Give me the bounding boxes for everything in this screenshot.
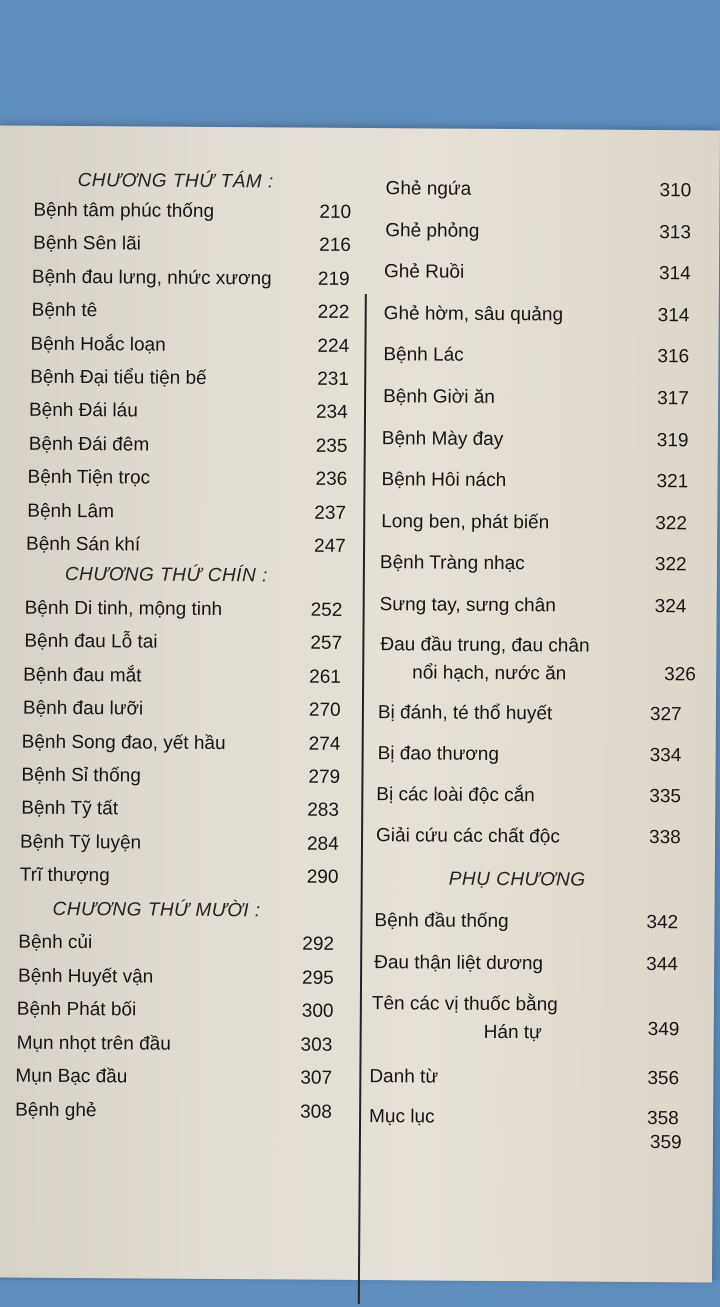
entry-page: 317 xyxy=(657,388,689,410)
final-page-number: 359 xyxy=(649,1132,682,1154)
entry-label: Ghẻ phỏng xyxy=(385,220,480,242)
entry-label: Ghẻ Ruồi xyxy=(383,261,465,283)
entry-page: 257 xyxy=(310,632,343,654)
entry-page: 310 xyxy=(659,180,692,202)
entry-page: 321 xyxy=(656,471,689,493)
entry-page: 335 xyxy=(649,786,682,808)
entry-label: Bệnh Tràng nhạc xyxy=(379,552,525,575)
entry-page: 314 xyxy=(657,305,690,327)
entry-page: 324 xyxy=(654,596,687,618)
entry-page: 216 xyxy=(319,234,351,256)
entry-page: 319 xyxy=(656,430,689,452)
entry-page: 344 xyxy=(646,954,678,976)
entry-label: Bệnh Sỉ thống xyxy=(21,764,141,787)
entry-page: 295 xyxy=(301,967,334,989)
toc-entry xyxy=(371,993,712,1016)
entry-page: 342 xyxy=(646,912,679,934)
entry-page: 236 xyxy=(315,468,348,490)
entry-label: Bệnh Sên lãi xyxy=(33,232,142,255)
entry-label: Bệnh Giời ăn xyxy=(383,386,495,408)
entry-page: 322 xyxy=(654,554,687,576)
entry-label: Bệnh Tỹ luyện xyxy=(19,831,142,854)
entry-label: Bệnh đau Lỗ tai xyxy=(24,630,158,653)
entry-page: 307 xyxy=(300,1067,333,1089)
entry-label: Bị các loài độc cắn xyxy=(376,784,535,807)
entry-page: 252 xyxy=(310,599,343,621)
entry-page: 327 xyxy=(649,704,682,726)
entry-page: 284 xyxy=(306,833,339,855)
entry-page: 338 xyxy=(648,827,681,849)
entry-label: Bệnh Song đao, yết hầu xyxy=(21,731,226,755)
entry-page: 334 xyxy=(649,745,682,767)
entry-label: Bệnh đầu thống xyxy=(374,910,509,933)
entry-label-line2: nổi hạch, nước ăn xyxy=(412,662,567,685)
entry-page: 290 xyxy=(306,866,339,888)
entry-page: 303 xyxy=(300,1034,333,1056)
entry-label: Bệnh Tiện trọc xyxy=(27,466,151,489)
entry-page: 358 xyxy=(647,1108,679,1130)
book-page xyxy=(0,125,720,1282)
entry-label: Ghẻ hờm, sâu quảng xyxy=(383,303,564,326)
entry-label: Bệnh Lác xyxy=(383,344,464,366)
entry-label: Trĩ thượng xyxy=(19,864,110,887)
entry-label: Long ben, phát biến xyxy=(381,511,550,534)
entry-label: Bệnh Sán khí xyxy=(26,533,141,556)
entry-label: Mục lục xyxy=(369,1106,435,1128)
entry-page: 219 xyxy=(317,268,350,290)
entry-page: 292 xyxy=(302,933,335,955)
entry-label: Bệnh Tỹ tất xyxy=(21,797,119,820)
entry-label: Bệnh Hôi nách xyxy=(381,469,507,492)
entry-page: 300 xyxy=(301,1000,334,1022)
chapter-9-heading: CHƯƠNG THỨ CHÍN : xyxy=(64,563,268,587)
entry-label: Bệnh Đái láu xyxy=(28,399,138,422)
entry-page: 314 xyxy=(658,263,691,285)
entry-label-line1: Đau đầu trung, đau chân xyxy=(380,634,590,657)
entry-label: Mụn Bạc đầu xyxy=(15,1065,128,1088)
entry-page: 283 xyxy=(307,799,340,821)
column-divider xyxy=(358,294,367,1304)
entry-page: 224 xyxy=(317,335,350,357)
entry-page: 326 xyxy=(664,664,696,686)
entry-page: 313 xyxy=(659,222,692,244)
entry-label: Ghẻ ngứa xyxy=(385,178,472,200)
entry-page: 237 xyxy=(314,502,347,524)
entry-page: 356 xyxy=(647,1068,680,1090)
chapter-10-heading: CHƯƠNG THỨ MƯỜI : xyxy=(52,898,261,922)
entry-label: Giải cứu các chất độc xyxy=(375,825,560,848)
entry-label: Bệnh đau mắt xyxy=(23,664,142,687)
entry-label: Bệnh Đái đêm xyxy=(28,433,150,456)
toc-entry xyxy=(372,1019,712,1044)
toc-entry xyxy=(380,662,716,686)
entry-label: Bệnh ghẻ xyxy=(15,1099,97,1122)
entry-page: 235 xyxy=(315,435,348,457)
entry-label: Bệnh Huyết vận xyxy=(17,965,154,988)
entry-page: 210 xyxy=(319,201,352,223)
entry-label: Bệnh Lâm xyxy=(27,500,115,523)
entry-page: 316 xyxy=(657,346,690,368)
entry-label-line1: Tên các vị thuốc bằng xyxy=(371,993,558,1016)
entry-label: Danh từ xyxy=(369,1066,439,1088)
right-column xyxy=(369,128,720,1154)
entry-label: Bệnh tâm phúc thống xyxy=(33,199,215,222)
entry-label: Bệnh đau lưỡi xyxy=(22,697,144,720)
entry-page: 222 xyxy=(317,301,350,323)
entry-page: 247 xyxy=(314,535,346,557)
entry-page: 231 xyxy=(317,368,350,390)
entry-page: 274 xyxy=(308,733,341,755)
toc-entry xyxy=(380,634,716,657)
entry-label-line2: Hán tự xyxy=(483,1021,542,1044)
entry-label: Bệnh Mày đay xyxy=(381,428,504,451)
entry-label: Bị đao thương xyxy=(377,743,500,765)
appendix-heading: PHỤ CHƯƠNG xyxy=(448,868,586,891)
chapter-8-heading: CHƯƠNG THỨ TÁM : xyxy=(77,170,274,193)
entry-label: Sưng tay, sưng chân xyxy=(379,594,556,617)
entry-label: Bệnh củi xyxy=(18,931,93,954)
entry-page: 349 xyxy=(647,1019,680,1041)
entry-label: Bệnh Đại tiểu tiện bế xyxy=(30,366,207,389)
entry-label: Bệnh Phát bối xyxy=(16,998,137,1021)
left-column xyxy=(0,125,366,1123)
entry-label: Bị đánh, té thổ huyết xyxy=(377,702,553,725)
entry-label: Mụn nhọt trên đầu xyxy=(16,1032,171,1055)
entry-page: 279 xyxy=(308,766,341,788)
entry-label: Bệnh Hoắc loạn xyxy=(30,333,166,356)
right-list-a xyxy=(370,128,720,618)
entry-label: Bệnh đau lưng, nhức xương xyxy=(31,266,272,290)
entry-label: Đau thận liệt dương xyxy=(374,952,544,975)
entry-page: 234 xyxy=(315,401,348,423)
entry-page: 270 xyxy=(308,699,341,721)
entry-page: 261 xyxy=(309,666,341,688)
entry-label: Bệnh Di tinh, mộng tinh xyxy=(24,597,223,621)
entry-page: 308 xyxy=(300,1101,332,1123)
entry-label: Bệnh tê xyxy=(31,299,98,322)
entry-page: 322 xyxy=(655,513,688,535)
